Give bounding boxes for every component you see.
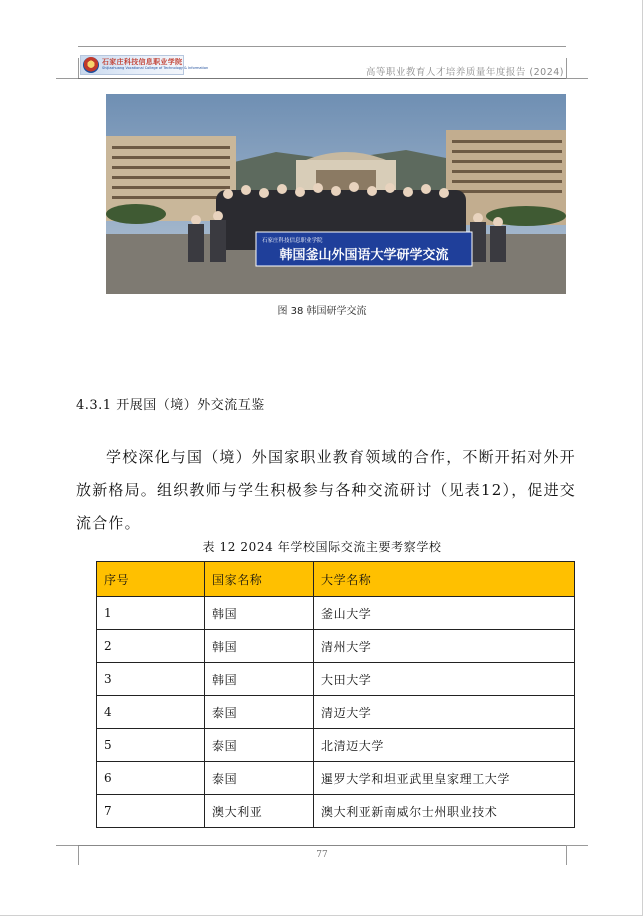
cell-university: 清州大学 <box>314 630 575 663</box>
table-row <box>97 696 575 729</box>
table-row <box>97 663 575 696</box>
table-row <box>97 597 575 630</box>
banner-school-name: 石家庄科技信息职业学院 <box>262 238 323 244</box>
cell-university: 暹罗大学和坦亚武里皇家理工大学 <box>314 762 575 795</box>
group-photo <box>106 94 566 294</box>
cell-index: 1 <box>97 597 205 630</box>
body-paragraph: 学校深化与国（境）外国家职业教育领域的合作，不断开拓对外开放新格局。组织教师与学生积极参与各种交流研讨（见表12），促进交流合作。 <box>76 448 576 532</box>
school-logo <box>80 55 209 75</box>
table-title: 表 12 2024 年学校国际交流主要考察学校 <box>202 540 442 554</box>
cell-country: 韩国 <box>205 597 314 630</box>
logo-text <box>102 59 208 71</box>
cell-country: 泰国 <box>205 729 314 762</box>
header-top-rule <box>78 46 566 47</box>
table-row <box>97 630 575 663</box>
cell-country: 韩国 <box>205 630 314 663</box>
column-header-university: 大学名称 <box>314 562 575 597</box>
cell-index: 7 <box>97 795 205 828</box>
cell-university: 澳大利亚新南威尔士州职业技术 <box>314 795 575 828</box>
banner-text: 韩国釜山外国语大学研学交流 <box>279 248 449 263</box>
table-row <box>97 729 575 762</box>
crop-mark-bottom-right-h <box>566 845 588 846</box>
crop-mark-top-right-v <box>566 58 567 78</box>
cell-index: 4 <box>97 696 205 729</box>
page-number: 77 <box>316 850 328 860</box>
report-title: 高等职业教育人才培养质量年度报告 (2024) <box>365 67 564 78</box>
group-photo-illustration <box>106 94 566 294</box>
cell-index: 3 <box>97 663 205 696</box>
cell-index: 6 <box>97 762 205 795</box>
section-heading: 4.3.1 开展国（境）外交流互鉴 <box>76 398 265 413</box>
crop-mark-bottom-left-h <box>56 845 78 846</box>
cell-country: 澳大利亚 <box>205 795 314 828</box>
table-row <box>97 795 575 828</box>
table-row <box>97 762 575 795</box>
header-rule <box>78 78 566 79</box>
crop-mark-top-right-h <box>566 78 588 79</box>
table-header-row <box>97 562 575 597</box>
footer-rule <box>78 845 566 846</box>
figure-caption: 图 38 韩国研学交流 <box>277 306 367 317</box>
crop-mark-top-left-v <box>78 58 79 78</box>
cell-country: 泰国 <box>205 696 314 729</box>
cell-index: 5 <box>97 729 205 762</box>
cell-university: 北清迈大学 <box>314 729 575 762</box>
school-emblem-icon <box>83 57 99 73</box>
column-header-country: 国家名称 <box>205 562 314 597</box>
cell-country: 韩国 <box>205 663 314 696</box>
cell-index: 2 <box>97 630 205 663</box>
cell-university: 清迈大学 <box>314 696 575 729</box>
crop-mark-top-left-h <box>56 78 78 79</box>
logo-name-en: Shijiazhuang Vocational College of Technology & Information <box>102 66 209 71</box>
logo-name-cn: 石家庄科技信息职业学院 <box>102 58 183 67</box>
column-header-index: 序号 <box>97 562 205 597</box>
exchange-schools-table <box>96 561 575 828</box>
cell-university: 大田大学 <box>314 663 575 696</box>
cell-university: 釜山大学 <box>314 597 575 630</box>
cell-country: 泰国 <box>205 762 314 795</box>
